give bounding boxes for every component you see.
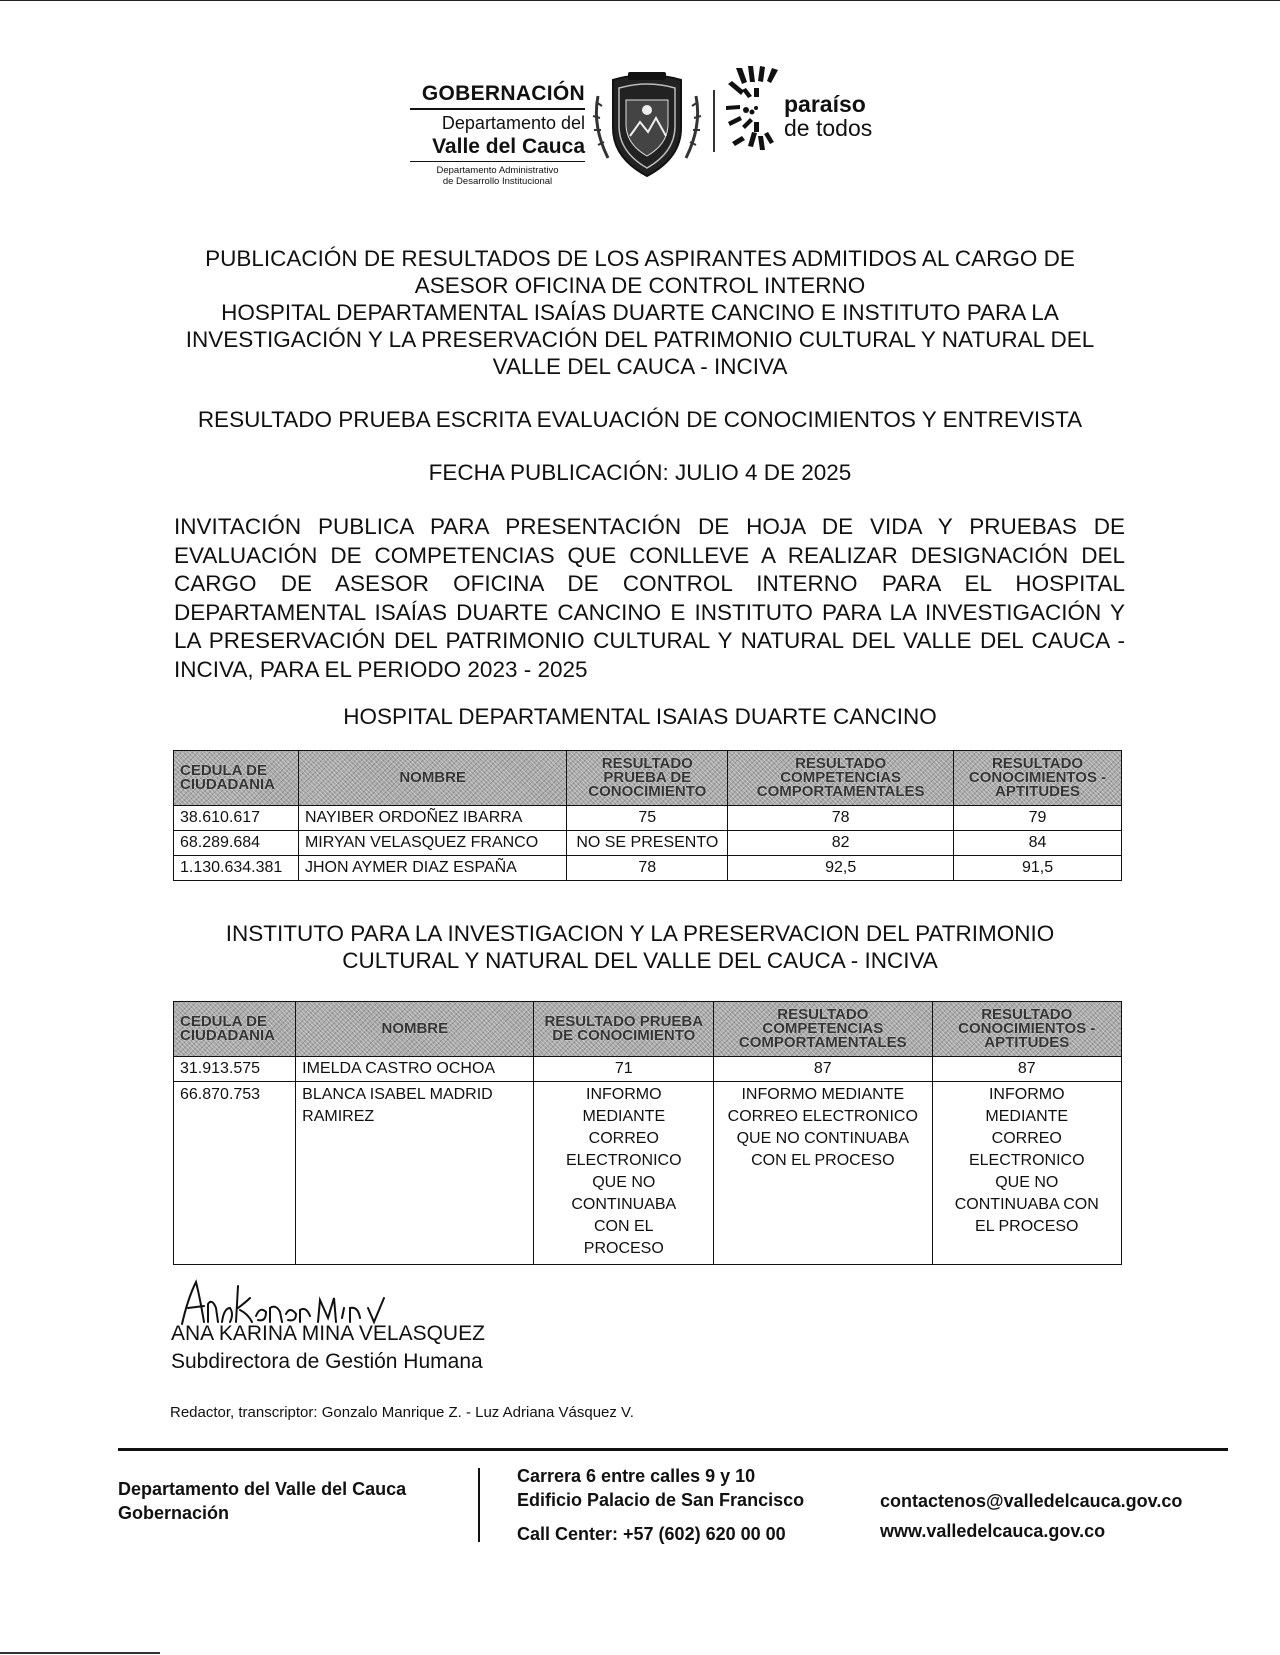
cell-nombre: BLANCA ISABEL MADRID RAMIREZ [296,1082,534,1265]
gob-subtitle [410,161,585,187]
cell-prueba: 71 [534,1057,714,1082]
footer-web-link[interactable]: www.valledelcauca.gov.co [880,1521,1106,1541]
title-line4: INVESTIGACIÓN Y LA PRESERVACIÓN DEL PATRIMONIO CULTURAL Y NATURAL DEL [185,327,1095,352]
header-cedula: CEDULA DE CIUDADANIA [174,1002,296,1057]
table-row [174,831,1122,856]
header-conocimientos-aptitudes: RESULTADO CONOCIMIENTOS - APTITUDES [954,751,1122,806]
cell-prueba: INFORMO MEDIANTE CORREO ELECTRONICO QUE NO CONTINUABA CON EL PROCESO [534,1082,714,1265]
logo-divider [713,90,715,152]
gob-sub-line1: Departamento Administrativo [436,165,559,176]
cell-aptitudes: 84 [954,831,1122,856]
header-conocimientos-aptitudes: RESULTADO CONOCIMIENTOS - APTITUDES [932,1002,1121,1057]
gob-valle: Valle del Cauca [432,135,585,158]
top-border-line [0,0,1280,1]
handwritten-signature [178,1278,428,1328]
inciva-results-table [173,1001,1122,1265]
header-nombre: NOMBRE [296,1002,534,1057]
header-prueba-conocimiento: RESULTADO PRUEBA DE CONOCIMIENTO [534,1002,714,1057]
header-logos [400,62,920,192]
footer-email-link[interactable]: contactenos@valledelcauca.gov.co [880,1491,1183,1511]
footer-entity [118,1477,406,1525]
gob-sub-line2: de Desarrollo Institucional [442,176,553,187]
gob-dept: Departamento del [410,108,585,134]
header-competencias: RESULTADO COMPETENCIAS COMPORTAMENTALES [714,1002,932,1057]
table-row [174,806,1122,831]
coat-of-arms-icon [588,66,706,184]
cell-nombre: JHON AYMER DIAZ ESPAÑA [298,856,566,881]
footer-department: Departamento del Valle del Cauca [118,1479,407,1499]
footer-vertical-divider [478,1468,480,1542]
table-row [174,1057,1122,1082]
bottom-edge-mark [0,1652,160,1654]
signer-role: Subdirectora de Gestión Humana [171,1350,483,1373]
footer-call-center: Call Center: +57 (602) 620 00 00 [517,1524,786,1544]
redactor-note: Redactor, transcriptor: Gonzalo Manrique Z. - Luz Adriana Vásquez V. [170,1404,634,1421]
cell-competencias: 82 [728,831,954,856]
gobernacion-logo-text [410,82,585,187]
cell-nombre: MIRYAN VELASQUEZ FRANCO [298,831,566,856]
cell-cedula: 31.913.575 [174,1057,296,1082]
title-line2: ASESOR OFICINA DE CONTROL INTERNO [414,273,866,298]
table-header-row [174,1002,1122,1057]
cell-competencias: 87 [714,1057,932,1082]
cell-cedula: 38.610.617 [174,806,299,831]
table-header-row [174,751,1122,806]
title-line5: VALLE DEL CAUCA - INCIVA [492,354,788,379]
header-prueba-conocimiento: RESULTADO PRUEBA DE CONOCIMIENTO [567,751,728,806]
de-todos-word: de todos [784,115,873,141]
invitation-paragraph: INVITACIÓN PUBLICA PARA PRESENTACIÓN DE HOJA DE VIDA Y PRUEBAS DE EVALUACIÓN DE COMPETENCIAS QUE CONLLEVE A REALIZAR DESIGNACIÓN DEL CARGO DE ASESOR OFICINA DE CONTROL INTERNO PARA EL HOSPITAL DEPARTAMENTAL ISAÍAS DUARTE CANCINO E INSTITUTO PARA LA INVESTIGACIÓN Y LA PRESERVACIÓN DEL PATRIMONIO CULTURAL Y NATURAL DEL VALLE DEL CAUCA - INCIVA, PARA EL PERIODO 2023 - 2025 [174,514,1125,682]
footer-address-line2: Edificio Palacio de San Francisco [517,1490,805,1510]
cell-cedula: 66.870.753 [174,1082,296,1265]
publication-title [160,245,1120,380]
section-inciva-title [160,920,1120,974]
cell-competencias: 78 [728,806,954,831]
cell-prueba: 78 [567,856,728,881]
header-competencias: RESULTADO COMPETENCIAS COMPORTAMENTALES [728,751,954,806]
header-cedula: CEDULA DE CIUDADANIA [174,751,299,806]
cell-cedula: 68.289.684 [174,831,299,856]
table-row [174,1082,1122,1265]
footer-address-line1: Carrera 6 entre calles 9 y 10 [517,1466,756,1486]
gob-title: GOBERNACIÓN [421,82,585,105]
cell-aptitudes: INFORMO MEDIANTE CORREO ELECTRONICO QUE NO CONTINUABA CON EL PROCESO [932,1082,1121,1265]
cell-aptitudes: 91,5 [954,856,1122,881]
cell-competencias: INFORMO MEDIANTE CORREO ELECTRONICO QUE NO CONTINUABA CON EL PROCESO [714,1082,932,1265]
cell-prueba: 75 [567,806,728,831]
cell-nombre: IMELDA CASTRO OCHOA [296,1057,534,1082]
footer-divider-line [118,1448,1228,1451]
footer-contact [880,1486,1182,1546]
signer-name: ANA KARINA MINA VELASQUEZ [171,1322,485,1345]
result-subtitle: RESULTADO PRUEBA ESCRITA EVALUACIÓN DE CONOCIMIENTOS Y ENTREVISTA [197,407,1083,432]
publication-date: FECHA PUBLICACIÓN: JULIO 4 DE 2025 [428,460,852,485]
table-row [174,856,1122,881]
cell-cedula: 1.130.634.381 [174,856,299,881]
paraiso-de-todos-text [784,92,872,140]
cell-aptitudes: 79 [954,806,1122,831]
section2-line1: INSTITUTO PARA LA INVESTIGACION Y LA PRESERVACION DEL PATRIMONIO [225,921,1055,946]
footer-gobernacion: Gobernación [118,1503,230,1523]
hospital-results-table [173,750,1122,881]
header-nombre: NOMBRE [298,751,566,806]
footer-address [517,1464,804,1546]
cell-nombre: NAYIBER ORDOÑEZ IBARRA [298,806,566,831]
title-line3: HOSPITAL DEPARTAMENTAL ISAÍAS DUARTE CANCINO E INSTITUTO PARA LA [221,300,1059,325]
cell-competencias: 92,5 [728,856,954,881]
paraiso-word: paraíso [784,91,866,117]
cell-prueba: NO SE PRESENTO [567,831,728,856]
title-line1: PUBLICACIÓN DE RESULTADOS DE LOS ASPIRANTES ADMITIDOS AL CARGO DE [205,246,1075,271]
section-hospital-title: HOSPITAL DEPARTAMENTAL ISAIAS DUARTE CANCINO [343,704,937,729]
section2-line2: CULTURAL Y NATURAL DEL VALLE DEL CAUCA - INCIVA [342,948,938,973]
cell-aptitudes: 87 [932,1057,1121,1082]
